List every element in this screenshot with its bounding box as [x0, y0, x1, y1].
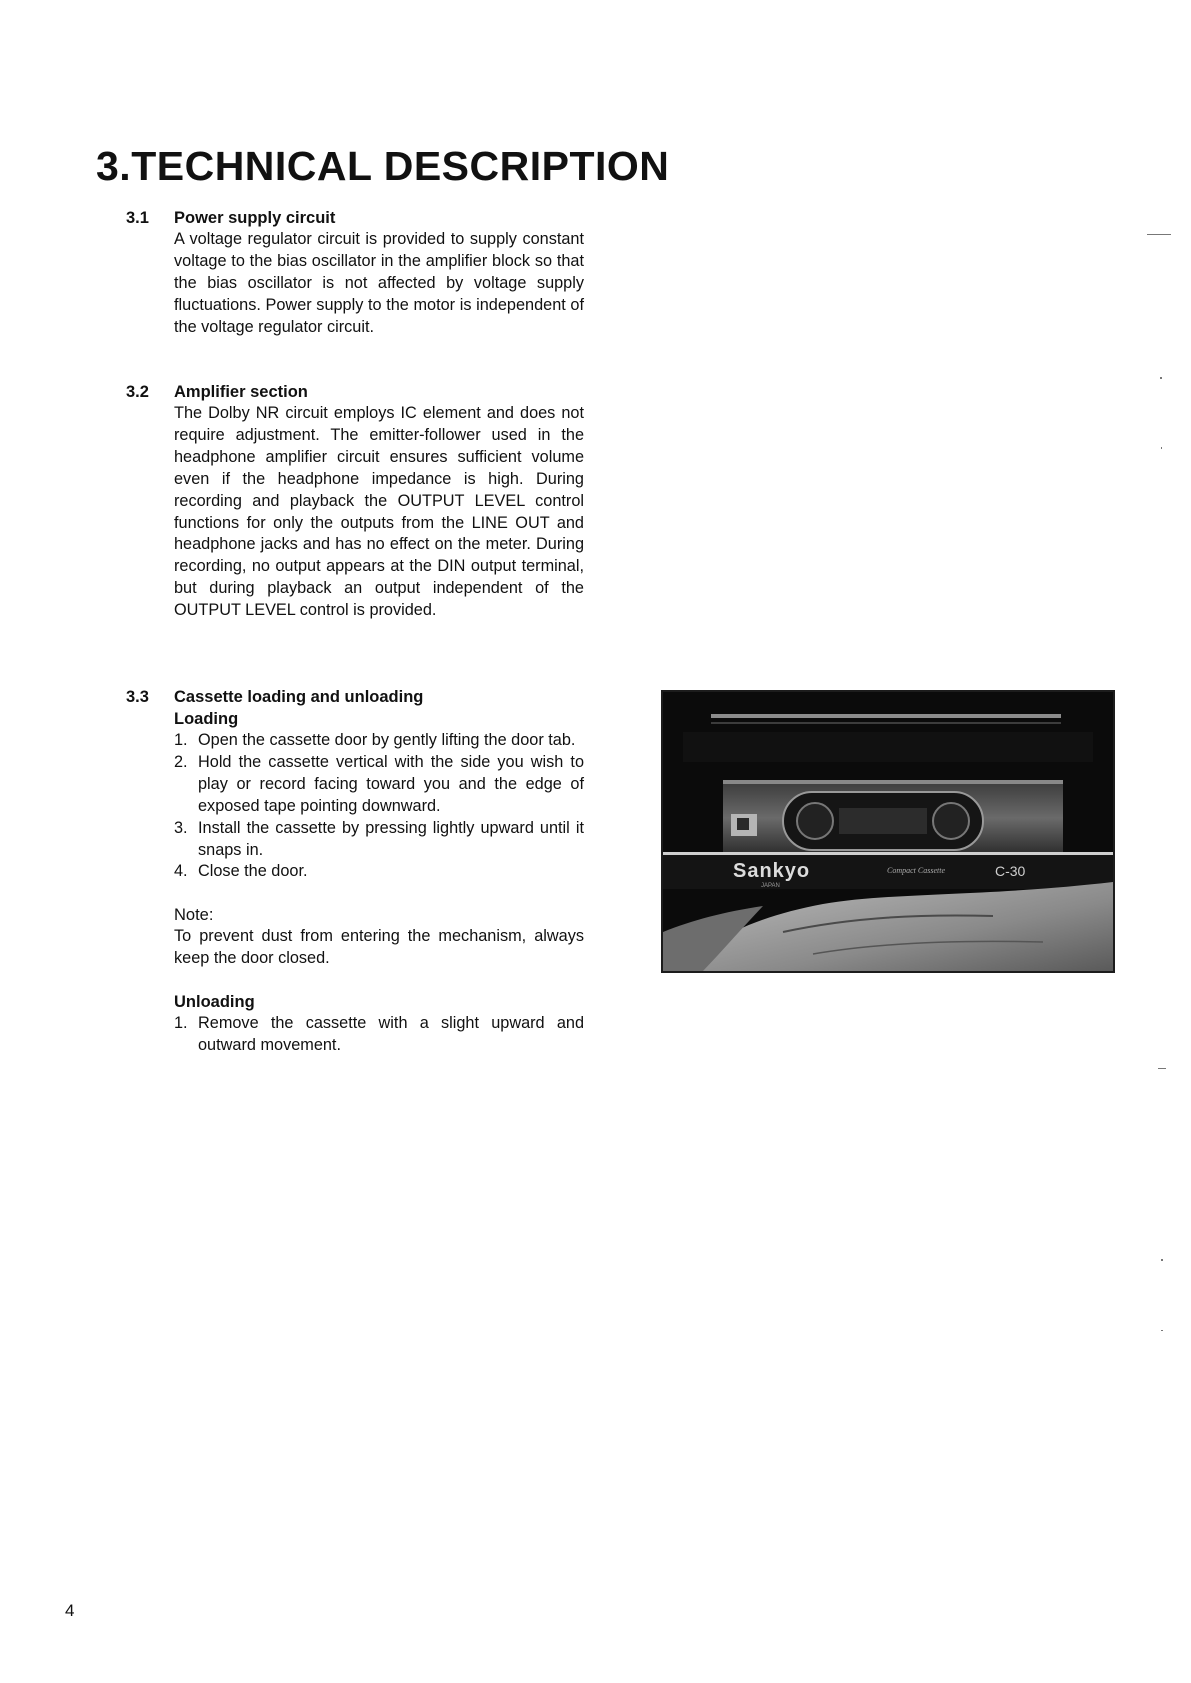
section-amplifier — [126, 381, 606, 622]
page-title: 3.TECHNICAL DESCRIPTION — [96, 143, 670, 189]
note-text: To prevent dust from entering the mechanism, always keep the door closed. — [174, 927, 584, 968]
step-number: 4. — [174, 862, 188, 881]
scan-mark — [1161, 1259, 1163, 1261]
step-text: Remove the cassette with a slight upward and outward movement. — [198, 1014, 584, 1055]
list-item — [174, 1013, 584, 1057]
section-heading: Power supply circuit — [174, 209, 336, 227]
step-number: 3. — [174, 818, 188, 837]
cassette-illustration — [663, 692, 1113, 971]
section-number: 3.1 — [126, 209, 149, 227]
brand-sub-text: JAPAN — [761, 883, 780, 889]
section-number: 3.2 — [126, 383, 149, 401]
tape-type-text: C-30 — [995, 863, 1026, 879]
section-heading: Amplifier section — [174, 383, 308, 401]
loading-steps — [174, 730, 584, 883]
scan-mark — [1158, 1068, 1166, 1069]
loading-heading: Loading — [174, 710, 239, 728]
section-paragraph: The Dolby NR circuit employs IC element and does not require adjustment. The emitter-follower used in the headphone amplifier circuit ensures sufficient volume even if the headphone impedance is high. During recording and playback the OUTPUT LEVEL control functions for only the outputs from the LINE OUT and headphone jacks and has no effect on the meter. During recording, no output appears at the DIN output terminal, but during playback an output independent of the OUTPUT LEVEL control is provided. — [174, 404, 584, 620]
section-number: 3.3 — [126, 688, 149, 706]
cassette-label-text: Compact Cassette — [887, 866, 945, 875]
list-item — [174, 861, 584, 883]
cassette-photo — [661, 690, 1115, 973]
section-power-supply — [126, 207, 606, 339]
scan-mark — [1161, 447, 1162, 449]
section-heading: Cassette loading and unloading — [174, 688, 424, 706]
step-text: Open the cassette door by gently lifting the door tab. — [198, 731, 576, 749]
list-item — [174, 752, 584, 818]
step-text: Hold the cassette vertical with the side you wish to play or record facing toward you and the edge of exposed tape pointing downward. — [198, 752, 584, 815]
step-number: 2. — [174, 752, 188, 771]
step-text: Install the cassette by pressing lightly upward until it snaps in. — [198, 818, 584, 859]
page-number: 4 — [65, 1601, 75, 1620]
note-heading: Note: — [174, 906, 214, 925]
scan-mark — [1147, 234, 1171, 235]
section-paragraph: A voltage regulator circuit is provided to supply constant voltage to the bias oscillator in the amplifier block so that the bias oscillator is not affected by voltage supply fluctuations. Power supply to the motor is independent of the voltage regulator circuit. — [174, 230, 584, 336]
brand-logo-text: Sankyo — [733, 860, 811, 882]
step-number: 1. — [174, 1014, 188, 1033]
scan-mark — [1160, 377, 1162, 379]
list-item — [174, 818, 584, 862]
step-number: 1. — [174, 731, 188, 749]
scan-mark — [1161, 1330, 1163, 1331]
section-cassette-loading — [126, 686, 606, 1057]
step-text: Close the door. — [198, 862, 308, 881]
unloading-heading: Unloading — [174, 993, 255, 1012]
list-item — [174, 730, 584, 752]
unloading-steps — [174, 1013, 584, 1057]
